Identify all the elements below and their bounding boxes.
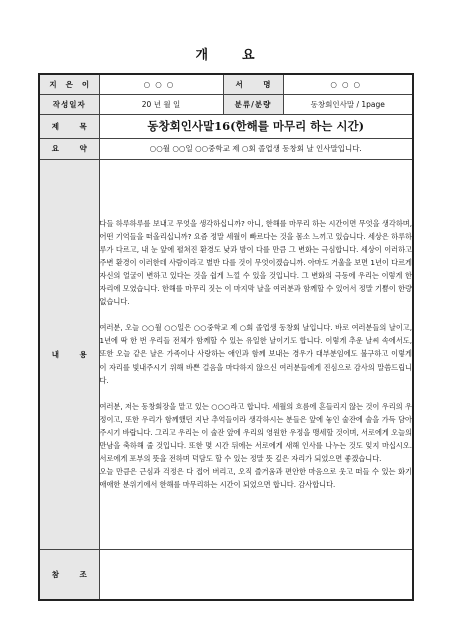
summary-value: ○○월 ○○일 ○○중학교 제 ○회 졸업생 동창회 날 인사말입니다.	[99, 138, 413, 159]
author-value: ○○○	[99, 74, 223, 94]
reference-value	[99, 549, 413, 600]
summary-label: 요 약	[39, 138, 99, 159]
book-title-value: ○○○	[283, 74, 413, 94]
date-value: 20 년 월 일	[99, 94, 223, 114]
reference-label: 참 조	[39, 549, 99, 600]
title-label: 제 목	[39, 114, 99, 138]
content-paragraph: 오늘 만큼은 근심과 걱정은 다 접어 버리고, 오직 즐거움과 편안한 마음으로 웃고 떠들 수 있는 화기애애한 분위기에서 한해를 마무리하는 시간이 되었으면 합니다. 감사합니다.	[99, 467, 412, 490]
content-paragraph: 여러분, 오늘 ○○월 ○○일은 ○○중학교 제 ○회 졸업생 동창회 날입니다. 바로 여러분들의 날이고, 1년에 딱 한 번 우리들 전체가 함께할 수 있는 유일한 날이기도 합니다. 이렇게 추운 날씨 속에서도, 또한 오늘 같은 날은 가족이나 사랑하는 애인과 함께 보내는 경우가 대부분임에도 불구하고 이렇게 이 자리를 빛내주시기 위해 바쁜 걸음을 마다하지 않으신 여러분들에게 진심으로 감사의 말씀드립니다.	[99, 323, 412, 385]
book-title-label: 서 명	[223, 74, 283, 94]
document-form	[38, 73, 414, 601]
document-title: 동창회인사말16(한해를 마무리 하는 시간)	[99, 114, 413, 138]
content-body	[99, 159, 413, 549]
category-label: 분류/분량	[223, 94, 283, 114]
content-paragraph: 여러분, 저는 동창회장을 맡고 있는 ○○○라고 합니다. 세월의 흐름에 흔들리지 않는 것이 우리의 우정이고, 또한 우리가 함께했던 지난 추억들이라 생각하시는 분들은 앞에 놓인 술잔에 술을 가득 담아 주시기 바랍니다. 그리고 우리는 이 술잔 앞에 우리의 영원한 우정을 맹세할 것이며, 서로에게 오늘의 만남을 축하해 줄 것입니다. 또한 몇 시간 뒤에는 서로에게 새해 인사를 나누는 것도 잊지 마십시오. 서로에게 포부의 뜻을 전하며 덕담도 할 수 있는 정말 뜻 깊은 자리가 되었으면 좋겠습니다.	[99, 401, 412, 464]
content-label: 내 용	[39, 159, 99, 549]
page-title: 개요	[195, 48, 289, 63]
author-label: 지은이	[39, 74, 99, 94]
date-label: 작성일자	[39, 94, 99, 114]
category-value: 동창회인사말 / 1page	[283, 94, 413, 114]
content-paragraph: 다들 하루하루를 보내고 무엇을 생각하십니까? 아니, 한해를 마무리 하는 시간이면 무엇을 생각하며, 어떤 기억들을 떠올리십니까? 요즘 정말 세월이 빠르다는 것을 몸소 느끼고 있습니다. 세상은 하루하루가 다르고, 내 눈 앞에 펼쳐진 환경도 낮과 밤이 다를 만큼 그 변화는 극심합니다. 세상이 이러하고 주변 환경이 이러한데 사람이라고 별반 다를 것이 무엇이겠습니까. 아마도 거울을 보면 1년이 다르게 자신의 얼굴이 변하고 있다는 것을 쉽게 느낄 수 있을 것입니다. 그 변화의 극동에 우리는 이렇게 한 자리에 모였습니다. 한해를 마무리 짓는 이 마지막 날을 여러분과 함께할 수 있어서 정말 기쁨이 한량없습니다.	[99, 218, 412, 307]
